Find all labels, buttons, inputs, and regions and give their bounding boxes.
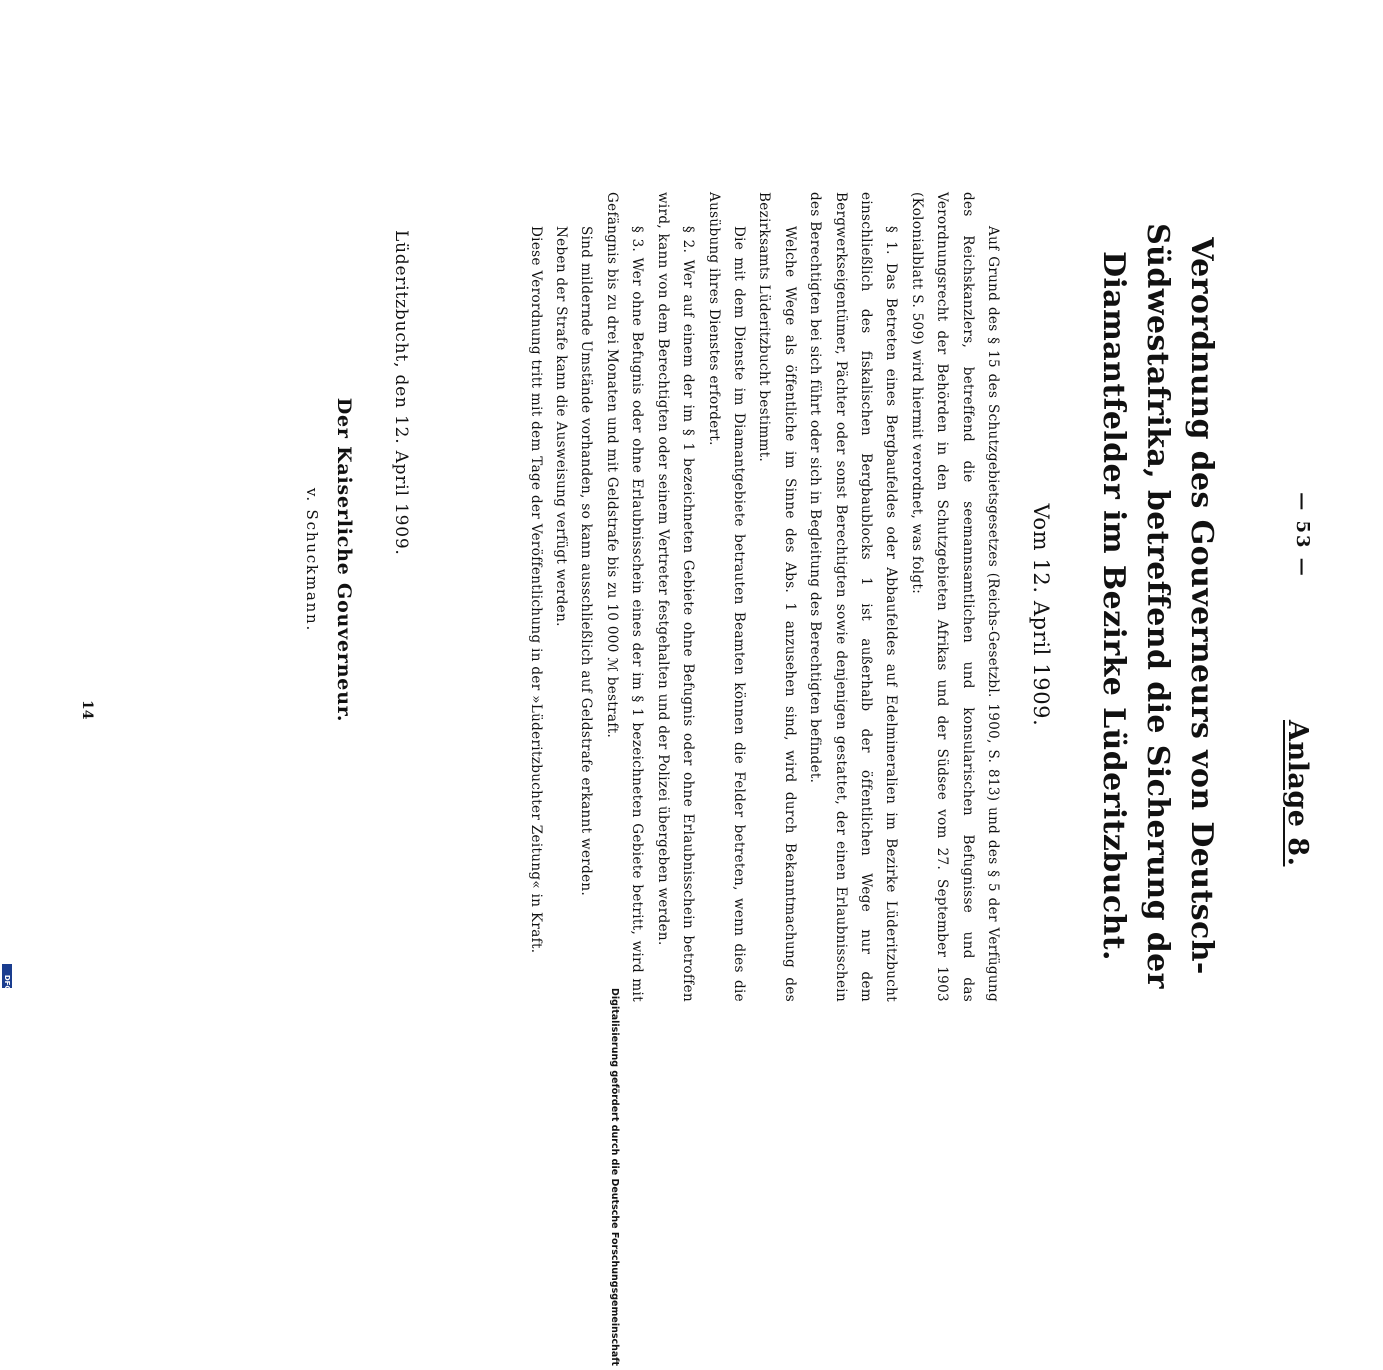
- signature-title: Der Kaiserliche Gouverneur.: [333, 397, 355, 723]
- paragraph-section-3: § 3. Wer ohne Befugnis oder ohne Erlaubnisschein eines der im § 1 bezeichneten Gebiete betritt, wird mit Gefängnis bis zu drei Monaten und mit Geldstrafe bis zu 10 000 ℳ bestraft.: [603, 192, 646, 1002]
- paragraph-section-1: § 1. Das Betreten eines Bergbaufeldes oder Abbaufeldes auf Edelmineralien im Bezirke Lüderitzbucht einschließlich des fiskalischen Bergbaublocks 1 ist außerhalb der öffentlichen Wege nur dem Bergwerkseigentümer, Pächter oder sonst Berechtigten sowie denjenigen gestattet, der einen Erlaubnisschein des Berechtigten bei sich führt oder sich in Begleitung des Berechtigten befindet.: [807, 192, 900, 1002]
- dfg-logo-text: DFG: [3, 974, 11, 992]
- page-number-bottom: 14: [79, 700, 95, 720]
- paragraph-effective: Diese Verordnung tritt mit dem Tage der Veröffentlichung in der »Lüderitzbuchter Zeitung« in Kraft.: [527, 226, 544, 954]
- document-title: Verordnung des Gouverneurs von Deutsch-Südwestafrika, betreffend die Sicherung der Diamantfelder im Bezirke Lüderitzbucht.: [1096, 223, 1219, 989]
- dfg-logo: [2, 964, 12, 992]
- paragraph-section-2: § 2. Wer auf einem der im § 1 bezeichneten Gebiete ohne Befugnis oder ohne Erlaubnisschein betroffen wird, kann von dem Berechtigten oder seinem Vertreter festgehalten und der Polizei übergeben werden.: [654, 192, 697, 1002]
- place-and-date: Lüderitzbucht, den 12. April 1909.: [391, 230, 411, 556]
- paragraph-section-1-officials: Die mit dem Dienste im Diamantgebiete betrauten Beamten können die Felder betreten, wenn dies die Ausübung ihres Dienstes erfordert.: [705, 192, 747, 1002]
- paragraph-expulsion: Neben der Strafe kann die Ausweisung verfügt werden.: [553, 226, 570, 627]
- document-date: Vom 12. April 1909.: [1029, 503, 1053, 727]
- document-body: [522, 192, 1005, 1002]
- paragraph-preamble: Auf Grund des § 15 des Schutzgebietsgesetzes (Reichs-Gesetzbl. 1900, S. 813) und des § 5 der Verfügung des Reichskanzlers, betreffend die seemannsamtlichen und konsularischen Befugnisse und das Verordnungsrecht der Behörden in den Schutzgebieten Afrikas und der Südsee vom 27. September 1903 (Kolonialblatt S. 509) wird hiermit verordnet, was folgt:: [908, 192, 1001, 1002]
- page-number-top: — 53 —: [1292, 492, 1313, 578]
- paragraph-section-1-public-roads: Welche Wege als öffentliche im Sinne des Abs. 1 anzusehen sind, wird durch Bekanntmachung des Bezirksamts Lüderitzbucht bestimmt.: [756, 192, 798, 1002]
- paragraph-mitigating: Sind mildernde Umstände vorhanden, so kann ausschließlich auf Geldstrafe erkannt werden.: [578, 226, 595, 897]
- annex-label: Anlage 8.: [1282, 720, 1313, 867]
- digitization-credit: Digitalisierung gefördert durch die Deutsche Forschungsgemeinschaft: [609, 988, 620, 1366]
- signature-name: v. Schuckmann.: [303, 487, 321, 633]
